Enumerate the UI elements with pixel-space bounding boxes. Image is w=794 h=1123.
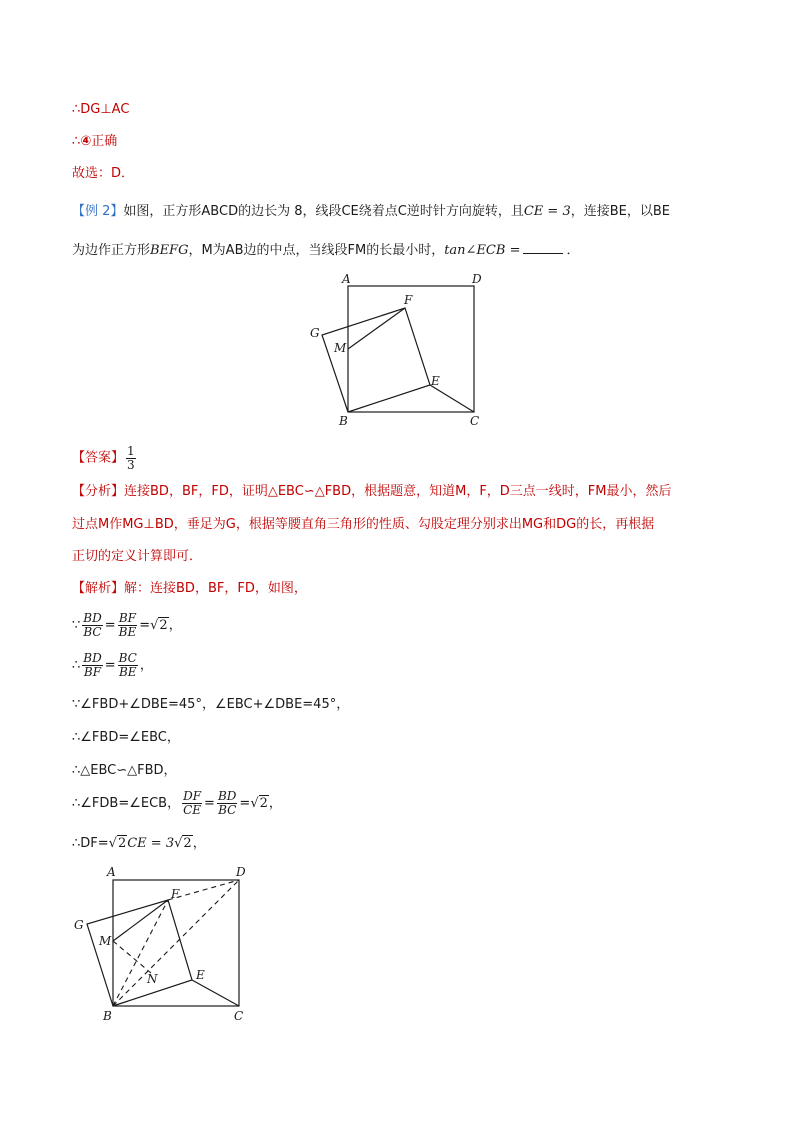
sqrt-expression: √2 [250,796,268,811]
answer-tag: 【答案】 [72,450,125,466]
punctuation: ， [139,658,153,673]
label-m: M [99,934,112,948]
ce-expression: CE = 3 [127,836,175,851]
radicand: 2 [159,618,168,633]
tan-expression: tan∠ECB = [444,243,521,258]
square-befg-outline [87,900,192,1006]
answer-numerator: 1 [127,444,135,458]
label-c: C [470,414,480,428]
radicand: 2 [259,796,268,811]
therefore-symbol: ∴ [72,658,81,673]
equals-sign: = [239,796,251,811]
punctuation: ， [192,836,206,851]
label-m: M [334,341,347,355]
solution-step-6 [72,788,282,820]
sqrt-expression: √2 [108,836,127,851]
example-text-2b: ，M为AB边的中点，当线段FM的长最小时， [188,243,445,258]
answer-line [72,445,138,472]
label-g: G [74,918,84,932]
figure-2 [65,858,265,1030]
conclusion-text: 正确 [91,134,118,149]
fraction-denominator: BC [83,625,102,639]
label-n: N [147,972,158,986]
fraction-numerator: BD [217,789,237,803]
label-e: E [196,968,205,982]
label-b: B [103,1009,112,1023]
solution-tag: 【解析】 [72,581,125,596]
square-befg: BEFG [150,243,189,258]
segment-ce [192,980,239,1006]
solution-step-3: ∵∠FBD+∠DBE=45°，∠EBC+∠DBE=45°， [72,697,350,712]
dashed-mn [113,941,151,973]
example-text-1b: ，连接BE，以BE [570,204,670,219]
analysis-tag: 【分析】 [72,484,125,499]
example-line-2 [72,241,579,260]
choice-line: 故选：D． [72,166,135,181]
therefore-symbol: ∴ [72,134,81,149]
answer-blank [523,241,563,254]
fraction-numerator: BD [83,611,102,625]
figure-1 [300,268,500,433]
sqrt-expression: √2 [174,836,192,851]
circled-number: ④ [80,134,92,149]
fraction-denominator: BC [218,803,237,817]
radicand: 2 [117,836,127,851]
conclusion-line-2 [72,133,117,151]
fraction-numerator: DF [183,789,202,803]
solution-intro-line [72,580,307,598]
label-d: D [236,865,246,879]
example-text-2a: 为边作正方形 [72,243,151,258]
fraction-numerator: BF [118,611,136,625]
punctuation: ， [268,796,282,811]
label-g: G [310,326,320,340]
label-e: E [431,374,440,388]
example-tag: 【例 2】 [72,204,124,219]
solution-step-2 [72,650,153,682]
step-7-prefix: ∴DF= [72,836,109,851]
ce-expression: CE = 3 [523,204,571,219]
fraction-denominator: BF [83,665,102,679]
conclusion-line-1: ∴DG⊥AC [72,102,130,117]
equals-sign: = [104,658,116,673]
label-f: F [171,887,180,901]
example-text-1: 如图，正方形ABCD的边长为 8，线段CE绕着点C逆时针方向旋转，且 [123,204,524,219]
solution-step-4: ∴∠FBD=∠EBC， [72,730,180,745]
sqrt-expression: √2 [150,618,168,633]
square-befg-outline [322,308,430,412]
example-line-1 [72,203,670,221]
fraction-numerator: BC [118,651,137,665]
example-text-2c: ． [566,243,580,258]
answer-fraction [126,445,136,472]
label-a: A [107,865,116,879]
label-a: A [342,272,351,286]
fraction-denominator: BE [118,665,137,679]
solution-step-5: ∴△EBC∽△FBD， [72,763,177,778]
equals-sign: = [139,618,151,633]
label-b: B [339,414,348,428]
analysis-line-2: 过点M作MG⊥BD，垂足为G，根据等腰直角三角形的性质、勾股定理分别求出MG和DG的长，再根据 [72,517,655,532]
equals-sign: = [204,796,215,811]
label-d: D [472,272,482,286]
analysis-line-1 [72,483,672,501]
step-6-prefix: ∴∠FDB=∠ECB， [72,796,181,811]
analysis-text-1: 连接BD，BF，FD，证明△EBC∽△FBD，根据题意，知道M，F，D三点一线时，FM最小，然后 [124,484,672,499]
segment-fm [348,308,405,349]
label-f: F [404,293,413,307]
fraction-denominator: CE [183,803,202,817]
solution-step-7 [72,835,206,853]
punctuation: ， [168,618,182,633]
solution-step-1 [72,610,182,642]
label-c: C [234,1009,244,1023]
because-symbol: ∵ [72,618,81,633]
solution-intro: 解：连接BD，BF，FD，如图， [124,581,307,596]
equals-sign: = [104,618,116,633]
fraction-denominator: BE [118,625,137,639]
segment-fm [113,900,168,941]
analysis-line-3: 正切的定义计算即可． [72,549,203,564]
fraction-numerator: BD [83,651,102,665]
segment-ce [430,385,474,412]
answer-denominator: 3 [127,458,135,472]
radicand: 2 [183,836,192,851]
